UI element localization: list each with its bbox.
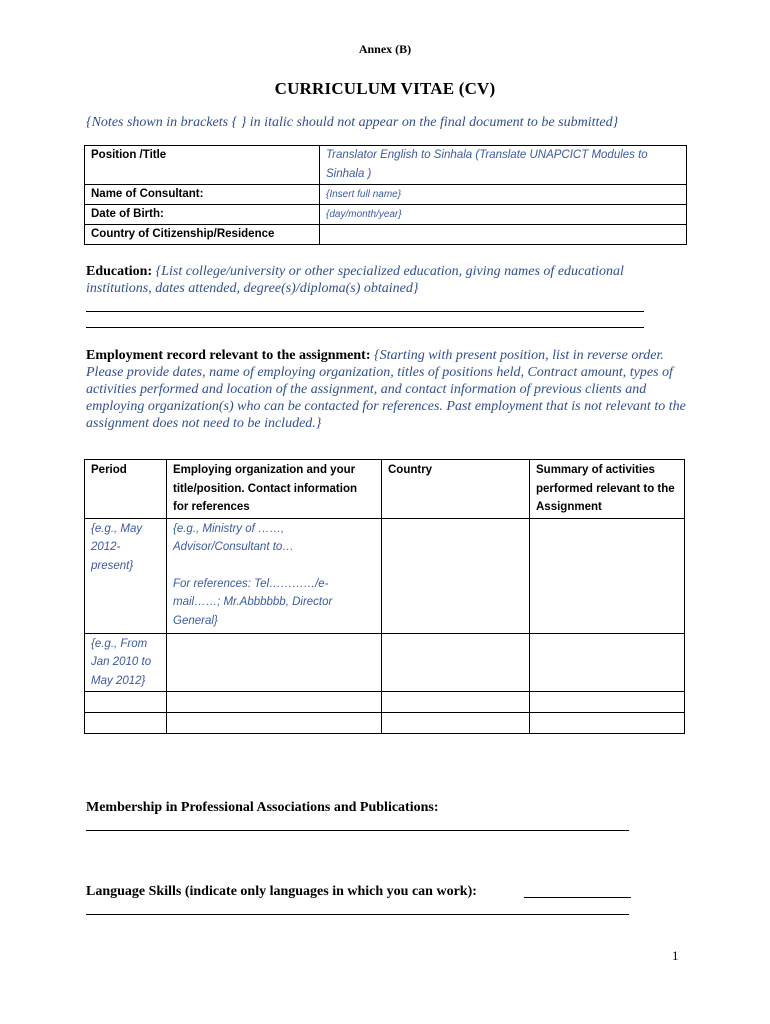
- membership-line[interactable]: [86, 830, 629, 831]
- employment-note: {Starting with present position, list in reverse order. Please provide dates, name of employing organization, titles of positions held, Contract amount, types of activities performed and location of the assignment, and contact information of previous clients and employing organization(s) who can be contacted for references. Past employment that is not relevant to the assignment does not need to be included.}: [86, 348, 686, 431]
- row1-country[interactable]: [382, 518, 530, 633]
- row2-organization[interactable]: [167, 633, 382, 692]
- row3-organization[interactable]: [167, 692, 382, 713]
- row4-country[interactable]: [382, 713, 530, 734]
- row1-summary[interactable]: [530, 518, 685, 633]
- table-row: [85, 225, 687, 245]
- consultant-name-label: Name of Consultant:: [85, 185, 320, 205]
- row1-org-line2: For references: Tel…………/e-mail……; Mr.Abbbbbb, Director General}: [173, 577, 333, 627]
- education-line-1[interactable]: [86, 311, 644, 312]
- table-row: [85, 633, 685, 692]
- notes-instruction: {Notes shown in brackets { } in italic should not appear on the final document to be submitted}: [86, 115, 619, 130]
- education-section: [86, 263, 686, 297]
- employment-table: [84, 459, 685, 734]
- row2-country[interactable]: [382, 633, 530, 692]
- header-period: Period: [85, 460, 167, 519]
- table-row: [85, 205, 687, 225]
- row4-organization[interactable]: [167, 713, 382, 734]
- dob-label: Date of Birth:: [85, 205, 320, 225]
- row4-period[interactable]: [85, 713, 167, 734]
- row3-summary[interactable]: [530, 692, 685, 713]
- education-line-2[interactable]: [86, 327, 644, 328]
- row2-period[interactable]: {e.g., From Jan 2010 to May 2012}: [85, 633, 167, 692]
- employment-label: Employment record relevant to the assignment:: [86, 348, 371, 363]
- table-row: [85, 713, 685, 734]
- citizenship-value[interactable]: [320, 225, 687, 245]
- language-label: Language Skills (indicate only languages in which you can work):: [86, 884, 477, 899]
- education-label: Education:: [86, 264, 153, 279]
- page-number: 1: [672, 948, 679, 963]
- table-row: [85, 692, 685, 713]
- header-organization: Employing organization and your title/position. Contact information for references: [167, 460, 382, 519]
- citizenship-label: Country of Citizenship/Residence: [85, 225, 320, 245]
- table-row: [85, 185, 687, 205]
- row3-period[interactable]: [85, 692, 167, 713]
- language-inline-line[interactable]: [524, 897, 631, 898]
- row3-country[interactable]: [382, 692, 530, 713]
- row2-summary[interactable]: [530, 633, 685, 692]
- consultant-name-value[interactable]: {Insert full name}: [320, 185, 687, 205]
- row1-org-line1: {e.g., Ministry of ……, Advisor/Consultant to…: [173, 522, 294, 553]
- employment-section: [86, 347, 686, 432]
- position-value[interactable]: Translator English to Sinhala (Translate UNAPCICT Modules to Sinhala ): [320, 146, 687, 185]
- membership-label: Membership in Professional Associations and Publications:: [86, 800, 439, 815]
- table-row: [85, 146, 687, 185]
- row1-period[interactable]: {e.g., May 2012- present}: [85, 518, 167, 633]
- document-title: CURRICULUM VITAE (CV): [274, 79, 496, 98]
- info-table: [84, 145, 687, 245]
- annex-label: Annex (B): [358, 42, 412, 56]
- position-label: Position /Title: [85, 146, 320, 185]
- header-summary: Summary of activities performed relevant to the Assignment: [530, 460, 685, 519]
- row4-summary[interactable]: [530, 713, 685, 734]
- header-country: Country: [382, 460, 530, 519]
- row1-organization[interactable]: [167, 518, 382, 633]
- language-line[interactable]: [86, 914, 629, 915]
- dob-value[interactable]: {day/month/year}: [320, 205, 687, 225]
- table-row: [85, 518, 685, 633]
- table-header-row: [85, 460, 685, 519]
- education-note: {List college/university or other specialized education, giving names of educational institutions, dates attended, degree(s)/diploma(s) obtained}: [86, 264, 624, 296]
